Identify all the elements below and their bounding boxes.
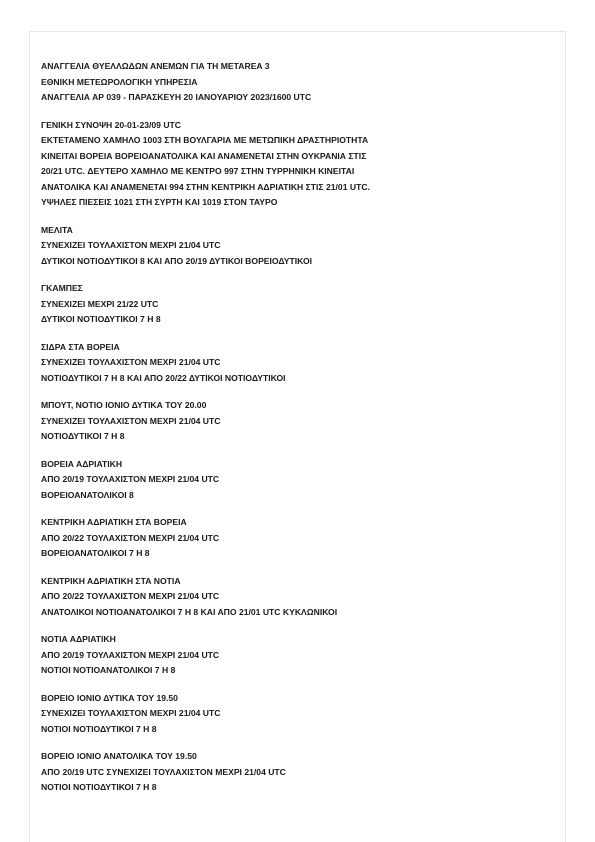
block-general-synopsis (41, 118, 556, 211)
block-central-adriatic-north (41, 515, 556, 562)
area-heading: ΣΙΔΡΑ ΣΤΑ ΒΟΡΕΙΑ (41, 341, 120, 352)
validity-line: ΑΠΟ 20/22 ΤΟΥΛΑΧΙΣΤΟΝ ΜΕΧΡΙ 21/04 UTC (41, 532, 220, 543)
area-heading: ΜΠΟΥΤ, ΝΟΤΙΟ ΙΟΝΙΟ ΔΥΤΙΚΑ ΤΟΥ 20.00 (41, 400, 207, 410)
wind-line: ΔΥΤΙΚΟΙ ΝΟΤΙΟΔΥΤΙΚΟΙ 8 ΚΑΙ ΑΠΟ 20/19 ΔΥΤΙΚΟΙ ΒΟΡΕΙΟΔΥΤΙΚΟΙ (41, 255, 313, 266)
area-heading: ΝΟΤΙΑ ΑΔΡΙΑΤΙΚΗ (41, 634, 116, 644)
document-page (29, 31, 566, 842)
validity-line: ΑΠΟ 20/22 ΤΟΥΛΑΧΙΣΤΟΝ ΜΕΧΡΙ 21/04 UTC (41, 591, 220, 601)
text-line: ΑΝΑΤΟΛΙΚΑ ΚΑΙ ΑΝΑΜΕΝΕΤΑΙ 994 ΣΤΗΝ ΚΕΝΤΡΙΚΗ ΑΔΡΙΑΤΙΚΗ ΣΤΙΣ 21/01 UTC. (41, 181, 370, 192)
block-north-ionian-east (41, 749, 556, 796)
area-heading: ΜΕΛΙΤΑ (41, 224, 73, 235)
area-heading: ΚΕΝΤΡΙΚΗ ΑΔΡΙΑΤΙΚΗ ΣΤΑ ΒΟΡΕΙΑ (41, 517, 187, 527)
doc-title: ΑΝΑΓΓΕΛΙΑ ΘΥΕΛΛΩΔΩΝ ΑΝΕΜΩΝ ΓΙΑ ΤΗ METAREA 3 (41, 61, 270, 71)
block-north-adriatic (41, 457, 556, 504)
block-sidra-north (41, 340, 556, 387)
wind-line: ΝΟΤΙΟΔΥΤΙΚΟΙ 7 Η 8 ΚΑΙ ΑΠΟ 20/22 ΔΥΤΙΚΟΙ ΝΟΤΙΟΔΥΤΙΚΟΙ (41, 372, 286, 383)
text-line: 20/21 UTC. ΔΕΥΤΕΡΟ ΧΑΜΗΛΟ ΜΕ ΚΕΝΤΡΟ 997 ΣΤΗΝ ΤΥΡΡΗΝΙΚΗ ΚΙΝΕΙΤΑΙ (41, 166, 355, 176)
text-line: ΥΨΗΛΕΣ ΠΙΕΣΕΙΣ 1021 ΣΤΗ ΣΥΡΤΗ ΚΑΙ 1019 ΣΤΟΝ ΤΑΥΡΟ (41, 197, 278, 207)
wind-line: ΝΟΤΙΟΙ ΝΟΤΙΟΔΥΤΙΚΟΙ 7 Η 8 (41, 723, 157, 734)
validity-line: ΣΥΝΕΧΙΖΕΙ ΤΟΥΛΑΧΙΣΤΟΝ ΜΕΧΡΙ 21/04 UTC (41, 357, 221, 367)
validity-line: ΑΠΟ 20/19 ΤΟΥΛΑΧΙΣΤΟΝ ΜΕΧΡΙ 21/04 UTC (41, 474, 220, 484)
wind-line: ΒΟΡΕΙΟΑΝΑΤΟΛΙΚΟΙ 7 Η 8 (41, 548, 150, 558)
validity-line: ΑΠΟ 20/19 UTC ΣΥΝΕΧΙΖΕΙ ΤΟΥΛΑΧΙΣΤΟΝ ΜΕΧΡΙ 21/04 UTC (41, 766, 286, 777)
area-heading: ΒΟΡΕΙΟ ΙΟΝΙΟ ΑΝΑΤΟΛΙΚΑ ΤΟΥ 19.50 (41, 751, 197, 761)
area-heading: ΚΕΝΤΡΙΚΗ ΑΔΡΙΑΤΙΚΗ ΣΤΑ ΝΟΤΙΑ (41, 575, 181, 586)
block-central-adriatic-south (41, 574, 556, 621)
block-melita (41, 223, 556, 270)
validity-line: ΣΥΝΕΧΙΖΕΙ ΤΟΥΛΑΧΙΣΤΟΝ ΜΕΧΡΙ 21/04 UTC (41, 240, 221, 250)
bulletin-number-date: ΑΝΑΓΓΕΛΙΑ ΑΡ 039 - ΠΑΡΑΣΚΕΥΗ 20 ΙΑΝΟΥΑΡΙΟΥ 2023/1600 UTC (41, 92, 312, 102)
issuing-service: ΕΘΝΙΚΗ ΜΕΤΕΩΡΟΛΟΓΙΚΗ ΥΠΗΡΕΣΙΑ (41, 76, 198, 87)
block-header (41, 59, 556, 106)
warning-text (41, 59, 556, 808)
wind-line: ΝΟΤΙΟΙ ΝΟΤΙΟΔΥΤΙΚΟΙ 7 Η 8 (41, 782, 157, 792)
text-line: ΚΙΝΕΙΤΑΙ ΒΟΡΕΙΑ ΒΟΡΕΙΟΑΝΑΤΟΛΙΚΑ ΚΑΙ ΑΝΑΜΕΝΕΤΑΙ ΣΤΗΝ ΟΥΚΡΑΝΙΑ ΣΤΙΣ (41, 150, 367, 161)
validity-line: ΣΥΝΕΧΙΖΕΙ ΜΕΧΡΙ 21/22 UTC (41, 298, 159, 309)
wind-line: ΝΟΤΙΟΔΥΤΙΚΟΙ 7 Η 8 (41, 431, 125, 441)
wind-line: ΔΥΤΙΚΟΙ ΝΟΤΙΟΔΥΤΙΚΟΙ 7 Η 8 (41, 314, 161, 324)
wind-line: ΑΝΑΤΟΛΙΚΟΙ ΝΟΤΙΟΑΝΑΤΟΛΙΚΟΙ 7 Η 8 ΚΑΙ ΑΠΟ 21/01 UTC ΚΥΚΛΩΝΙΚΟΙ (41, 606, 338, 617)
text-line: ΕΚΤΕΤΑΜΕΝΟ ΧΑΜΗΛΟ 1003 ΣΤΗ ΒΟΥΛΓΑΡΙΑ ΜΕ ΜΕΤΩΠΙΚΗ ΔΡΑΣΤΗΡΙΟΤΗΤΑ (41, 135, 369, 145)
validity-line: ΣΥΝΕΧΙΖΕΙ ΤΟΥΛΑΧΙΣΤΟΝ ΜΕΧΡΙ 21/04 UTC (41, 415, 221, 426)
validity-line: ΣΥΝΕΧΙΖΕΙ ΤΟΥΛΑΧΙΣΤΟΝ ΜΕΧΡΙ 21/04 UTC (41, 708, 221, 718)
wind-line: ΝΟΤΙΟΙ ΝΟΤΙΟΑΝΑΤΟΛΙΚΟΙ 7 Η 8 (41, 665, 176, 675)
section-heading: ΓΕΝΙΚΗ ΣΥΝΟΨΗ 20-01-23/09 UTC (41, 119, 182, 130)
area-heading: ΒΟΡΕΙΑ ΑΔΡΙΑΤΙΚΗ (41, 458, 123, 469)
area-heading: ΒΟΡΕΙΟ ΙΟΝΙΟ ΔΥΤΙΚΑ ΤΟΥ 19.50 (41, 692, 178, 703)
block-north-ionian-west (41, 691, 556, 738)
block-south-adriatic (41, 632, 556, 679)
wind-line: ΒΟΡΕΙΟΑΝΑΤΟΛΙΚΟΙ 8 (41, 489, 134, 500)
block-gabes (41, 281, 556, 328)
area-heading: ΓΚΑΜΠΕΣ (41, 283, 83, 293)
block-bout (41, 398, 556, 445)
validity-line: ΑΠΟ 20/19 ΤΟΥΛΑΧΙΣΤΟΝ ΜΕΧΡΙ 21/04 UTC (41, 649, 220, 660)
